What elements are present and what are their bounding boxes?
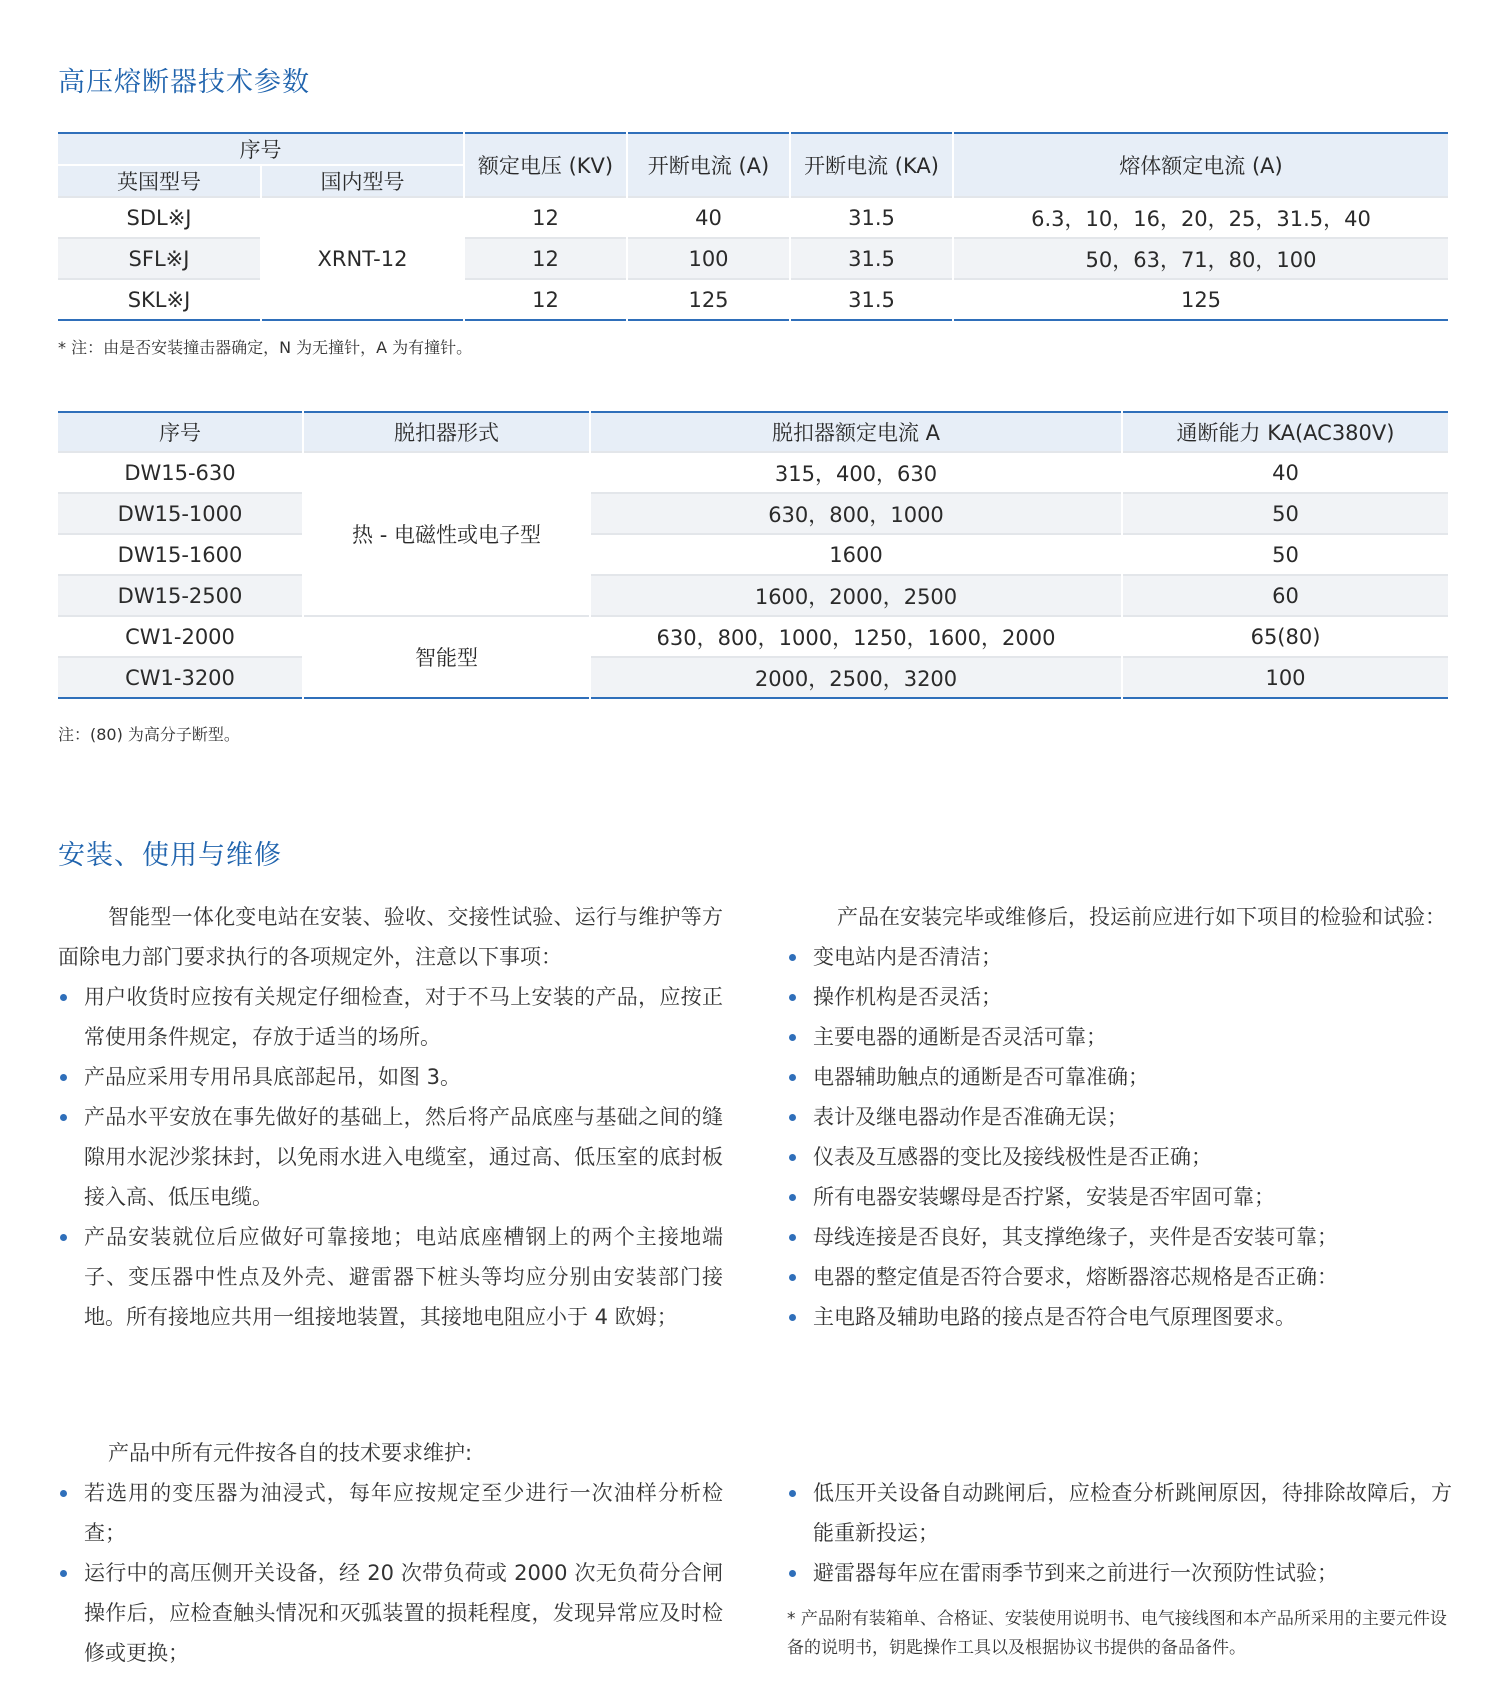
header-fuse-current: 熔体额定电流 (A) bbox=[953, 133, 1448, 197]
cell-uk-model: SDL※J bbox=[58, 197, 261, 238]
cell-capacity: 50 bbox=[1122, 493, 1448, 534]
cell-fuse-current: 6.3，10，16，20，25，31.5，40 bbox=[953, 197, 1448, 238]
list-item: 表计及继电器动作是否准确无误； bbox=[787, 1097, 1452, 1137]
header-uk-model: 英国型号 bbox=[58, 165, 261, 197]
list-item: 电器辅助触点的通断是否可靠准确； bbox=[787, 1057, 1452, 1097]
maintenance-list-right bbox=[787, 1473, 1452, 1593]
cell-break-a: 125 bbox=[627, 279, 790, 320]
list-item: 变电站内是否清洁； bbox=[787, 937, 1452, 977]
table1-note: * 注：由是否安装撞击器确定，N 为无撞针，A 为有撞针。 bbox=[58, 338, 473, 357]
cell-seq: CW1-2000 bbox=[58, 616, 303, 657]
cell-seq: CW1-3200 bbox=[58, 657, 303, 698]
fuse-params-table bbox=[58, 132, 1448, 321]
table-header-row bbox=[58, 133, 1448, 165]
installation-left-column bbox=[58, 897, 723, 1337]
maintenance-intro: 产品中所有元件按各自的技术要求维护: bbox=[108, 1441, 473, 1465]
cell-voltage: 12 bbox=[464, 197, 627, 238]
cell-break-a: 40 bbox=[627, 197, 790, 238]
table-row bbox=[58, 452, 1448, 493]
cell-trip-current: 1600，2000，2500 bbox=[590, 575, 1122, 616]
header-voltage: 额定电压 (KV) bbox=[464, 133, 627, 197]
cell-voltage: 12 bbox=[464, 279, 627, 320]
list-item: 产品应采用专用吊具底部起吊，如图 3。 bbox=[58, 1057, 723, 1097]
table-header-row bbox=[58, 412, 1448, 452]
cell-fuse-current: 125 bbox=[953, 279, 1448, 320]
list-item: 主电路及辅助电路的接点是否符合电气原理图要求。 bbox=[787, 1297, 1452, 1337]
cell-trip-current: 630，800，1000 bbox=[590, 493, 1122, 534]
list-item: 产品水平安放在事先做好的基础上，然后将产品底座与基础之间的缝隙用水泥沙浆抹封，以免雨水进入电缆室，通过高、低压室的底封板接入高、低压电缆。 bbox=[58, 1097, 723, 1217]
inspection-right-column bbox=[787, 897, 1452, 1337]
cell-trip-current: 2000，2500，3200 bbox=[590, 657, 1122, 698]
header-trip-type: 脱扣器形式 bbox=[303, 412, 590, 452]
cell-trip-current: 630，800，1000，1250，1600，2000 bbox=[590, 616, 1122, 657]
cell-capacity: 40 bbox=[1122, 452, 1448, 493]
cell-capacity: 65(80) bbox=[1122, 616, 1448, 657]
table-row bbox=[58, 197, 1448, 238]
installation-intro: 智能型一体化变电站在安装、验收、交接性试验、运行与维护等方面除电力部门要求执行的各项规定外，注意以下事项： bbox=[58, 905, 723, 969]
footnote: * 产品附有装箱单、合格证、安装使用说明书、电气接线图和本产品所采用的主要元件设备的说明书，钥匙操作工具以及根据协议书提供的备品备件。 bbox=[787, 1609, 1447, 1658]
maintenance-list-left bbox=[58, 1473, 723, 1673]
cell-fuse-current: 50，63，71，80，100 bbox=[953, 238, 1448, 279]
list-item: 母线连接是否良好，其支撑绝缘子，夹件是否安装可靠； bbox=[787, 1217, 1452, 1257]
maintenance-left-column bbox=[58, 1433, 723, 1673]
cell-break-ka: 31.5 bbox=[790, 238, 953, 279]
list-item: 仪表及互感器的变比及接线极性是否正确； bbox=[787, 1137, 1452, 1177]
cell-seq: DW15-1000 bbox=[58, 493, 303, 534]
table2-note: 注：(80) 为高分子断型。 bbox=[58, 725, 240, 744]
header-trip-current: 脱扣器额定电流 A bbox=[590, 412, 1122, 452]
header-break-current-ka: 开断电流 (KA) bbox=[790, 133, 953, 197]
header-cn-model: 国内型号 bbox=[261, 165, 464, 197]
header-seq: 序号 bbox=[58, 133, 464, 165]
table-row bbox=[58, 493, 1448, 534]
list-item: 用户收货时应按有关规定仔细检查，对于不马上安装的产品，应按正常使用条件规定，存放于适当的场所。 bbox=[58, 977, 723, 1057]
section-title-installation: 安装、使用与维修 bbox=[58, 840, 282, 871]
table-row bbox=[58, 616, 1448, 657]
header-capacity: 通断能力 KA(AC380V) bbox=[1122, 412, 1448, 452]
list-item: 产品安装就位后应做好可靠接地；电站底座槽钢上的两个主接地端子、变压器中性点及外壳、避雷器下桩头等均应分别由安装部门接地。所有接地应共用一组接地装置，其接地电阻应小于 4 欧姆； bbox=[58, 1217, 723, 1337]
list-item: 低压开关设备自动跳闸后，应检查分析跳闸原因，待排除故障后，方能重新投运； bbox=[787, 1473, 1452, 1553]
installation-list bbox=[58, 977, 723, 1337]
cell-uk-model: SKL※J bbox=[58, 279, 261, 320]
cell-trip-current: 315，400，630 bbox=[590, 452, 1122, 493]
header-break-current-a: 开断电流 (A) bbox=[627, 133, 790, 197]
cell-capacity: 60 bbox=[1122, 575, 1448, 616]
list-item: 运行中的高压侧开关设备，经 20 次带负荷或 2000 次无负荷分合闸操作后，应检查触头情况和灭弧装置的损耗程度，发现异常应及时检修或更换； bbox=[58, 1553, 723, 1673]
cell-break-ka: 31.5 bbox=[790, 197, 953, 238]
cell-break-a: 100 bbox=[627, 238, 790, 279]
cell-uk-model: SFL※J bbox=[58, 238, 261, 279]
cell-trip-type-smart: 智能型 bbox=[303, 616, 590, 698]
list-item: 若选用的变压器为油浸式，每年应按规定至少进行一次油样分析检查； bbox=[58, 1473, 723, 1553]
list-item: 避雷器每年应在雷雨季节到来之前进行一次预防性试验； bbox=[787, 1553, 1452, 1593]
cell-trip-type-thermal: 热 - 电磁性或电子型 bbox=[303, 452, 590, 616]
header-seq: 序号 bbox=[58, 412, 303, 452]
cell-capacity: 50 bbox=[1122, 534, 1448, 575]
section-title-fuse-params: 高压熔断器技术参数 bbox=[58, 67, 310, 98]
list-item: 操作机构是否灵活； bbox=[787, 977, 1452, 1017]
table-row bbox=[58, 657, 1448, 698]
maintenance-right-column bbox=[787, 1473, 1452, 1663]
breaker-params-table bbox=[58, 411, 1448, 699]
list-item: 主要电器的通断是否灵活可靠； bbox=[787, 1017, 1452, 1057]
list-item: 电器的整定值是否符合要求，熔断器溶芯规格是否正确： bbox=[787, 1257, 1452, 1297]
cell-break-ka: 31.5 bbox=[790, 279, 953, 320]
inspection-intro: 产品在安装完毕或维修后，投运前应进行如下项目的检验和试验： bbox=[837, 905, 1446, 929]
cell-voltage: 12 bbox=[464, 238, 627, 279]
list-item: 所有电器安装螺母是否拧紧，安装是否牢固可靠； bbox=[787, 1177, 1452, 1217]
inspection-list bbox=[787, 937, 1452, 1337]
cell-capacity: 100 bbox=[1122, 657, 1448, 698]
cell-seq: DW15-1600 bbox=[58, 534, 303, 575]
table-row bbox=[58, 575, 1448, 616]
cell-trip-current: 1600 bbox=[590, 534, 1122, 575]
cell-seq: DW15-2500 bbox=[58, 575, 303, 616]
cell-cn-model: XRNT-12 bbox=[261, 197, 464, 320]
cell-seq: DW15-630 bbox=[58, 452, 303, 493]
table-row bbox=[58, 534, 1448, 575]
